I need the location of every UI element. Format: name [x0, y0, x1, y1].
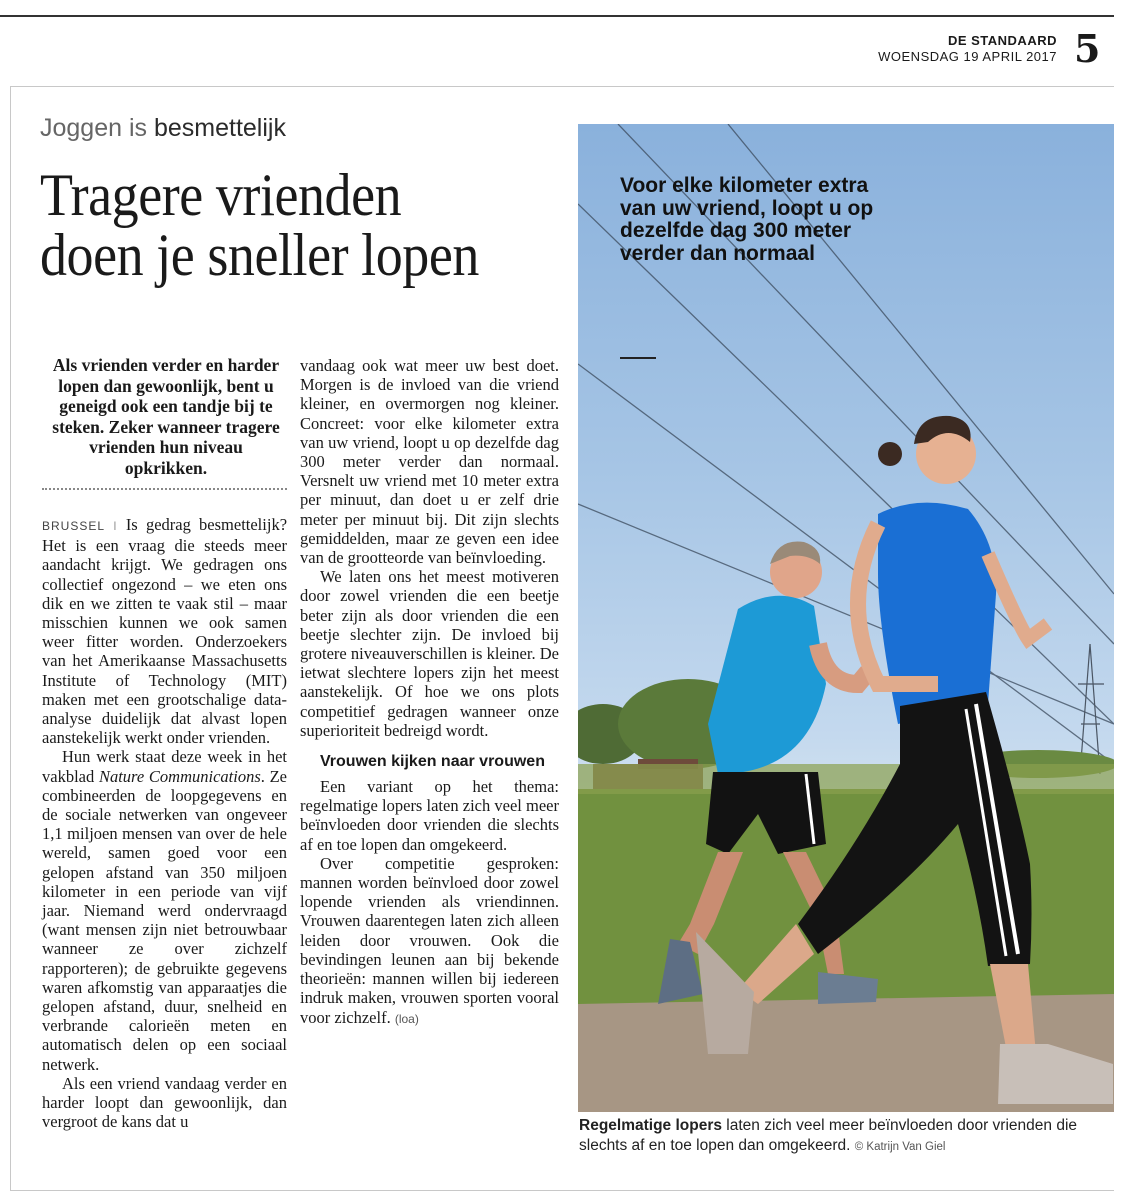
article-column-2: [300, 356, 559, 1029]
paragraph-3-continued: vandaag ook wat meer uw best doet. Morgen is de invloed van die vriend kleiner, en overmorgen nog kleiner. Concreet: voor elke kilometer extra van uw vriend, loopt u op dezelfde dag 300 meter verder dan normaal. Versnelt uw vriend met 10 meter extra per minuut, dan doet u er zelf drie meter per minuut bij. Dit zijn slechts gemiddelden, maar ze geven een idee van de grootteorde van beïnvloeding.: [300, 356, 559, 568]
kicker-part-1: Joggen is: [40, 114, 154, 142]
paragraph-3: Als een vriend vandaag verder en harder loopt dan gewoonlijk, dan vergroot de kans dat u: [42, 1073, 287, 1132]
kicker-part-2: besmettelijk: [153, 114, 286, 142]
subhead: Vrouwen kijken naar vrouwen: [320, 753, 545, 771]
masthead: [878, 33, 1057, 64]
paragraph-6-text: Over competitie gesproken: mannen worden beïnvloed door zowel lopende vrienden als vriendinnen. Vrouwen daarentegen laten zich alleen leiden door vrouwen. Ook die bevindingen leunen aan bij bekende theorieën: mannen willen bij iedereen indruk maken, vrouwen sporten vooral voor zichzelf.: [300, 853, 559, 1027]
journal-name: Nature Communications: [98, 766, 261, 786]
paragraph-2-text-a: Hun werk staat deze week in het vakblad: [42, 747, 287, 786]
frame-rule-bottom: [10, 1190, 1114, 1191]
paragraph-1: [42, 515, 287, 747]
intro-lead: Als vrienden verder en harder lopen dan gewoonlijk, bent u geneigd ook een tandje bij te steken. Zeker wanneer tragere vrienden hun niveau opkrikken.: [52, 355, 280, 478]
caption-bold: Regelmatige lopers: [579, 1117, 722, 1134]
runners-photo: [578, 124, 1114, 1112]
paper-name: DE STANDAARD: [947, 33, 1057, 48]
frame-rule-top: [10, 86, 1114, 87]
photo-caption: [579, 1116, 1119, 1157]
headline-line-2: doen je sneller lopen: [40, 222, 479, 288]
crop-field: [578, 764, 1114, 794]
paragraph-1-text: Is gedrag besmettelijk? Het is een vraag die steeds meer aandacht krijgt. We gedragen ons collectief ongezond – we eten ons dik en we zitten te vaak stil – maar misschien kunnen we ook samen weer fitter worden. Onderzoekers van het Amerikaanse Massachusetts Institute of Technology (MIT) maken met een grootschalige data-analyse duidelijk dat alvast lopen aanstekelijk werkt onder vrienden.: [42, 515, 288, 748]
article-column-1: [42, 515, 287, 1132]
paragraph-2: [42, 747, 287, 1073]
dateline-separator: I: [113, 519, 118, 533]
pull-quote: Voor elke kilometer extra van uw vriend, loopt u op dezelfde dag 300 meter verder dan normaal: [620, 174, 874, 265]
photo-credit: © Katrijn Van Giel: [854, 1141, 946, 1153]
caption-text: laten zich veel meer beïnvloeden door vrienden die slechts af en toe lopen dan omgekeerd.: [579, 1117, 1078, 1154]
paragraph-4: We laten ons het meest motiveren door zowel vrienden die een beetje beter zijn als door vrienden die een beetje slechter zijn. De invloed bij grotere niveauverschillen is kleiner. De ietwat slechtere lopers zijn het meest aanstekelijk. Of hoe we ons plots competitief gedragen wanneer onze superioriteit bedreigd wordt.: [300, 567, 559, 740]
paragraph-5: Een variant op het thema: regelmatige lopers laten zich veel meer beïnvloeden door vrienden die slechts af en toe lopen dan omgekeerd.: [300, 777, 559, 854]
page-number: 5: [1074, 26, 1101, 71]
pull-quote-dash: [620, 357, 656, 359]
photo-illustration: [578, 124, 1114, 1112]
frame-rule-left: [10, 86, 11, 1190]
paragraph-2-text-b: . Ze combineerden de loopgegevens en de sociale netwerken van ongeveer 1,1 miljoen mensen van over de hele wereld, samen goed voor een gelopen afstand van 350 miljoen kilometer in een periode van vijf jaar. Niemand werd ondervraagd (want mensen zijn niet betrouwbaar wanneer ze over zichzelf rapporteren); de gebruikte gegevens waren afkomstig van apparaatjes die gelopen afstand, duur, snelheid en verbrande calorieën meten en automatisch delen op een sociaal netwerk.: [42, 766, 288, 1074]
top-rule: [0, 15, 1114, 17]
dotted-divider: [42, 488, 287, 490]
headline-line-1: Tragere vrienden: [40, 162, 402, 228]
paragraph-6: [300, 854, 559, 1029]
author-signature: (loa): [394, 1011, 419, 1026]
headline: [40, 162, 526, 288]
kicker: [40, 114, 286, 143]
issue-date: WOENSDAG 19 APRIL 2017: [878, 49, 1057, 64]
dateline: BRUSSEL: [42, 519, 106, 533]
